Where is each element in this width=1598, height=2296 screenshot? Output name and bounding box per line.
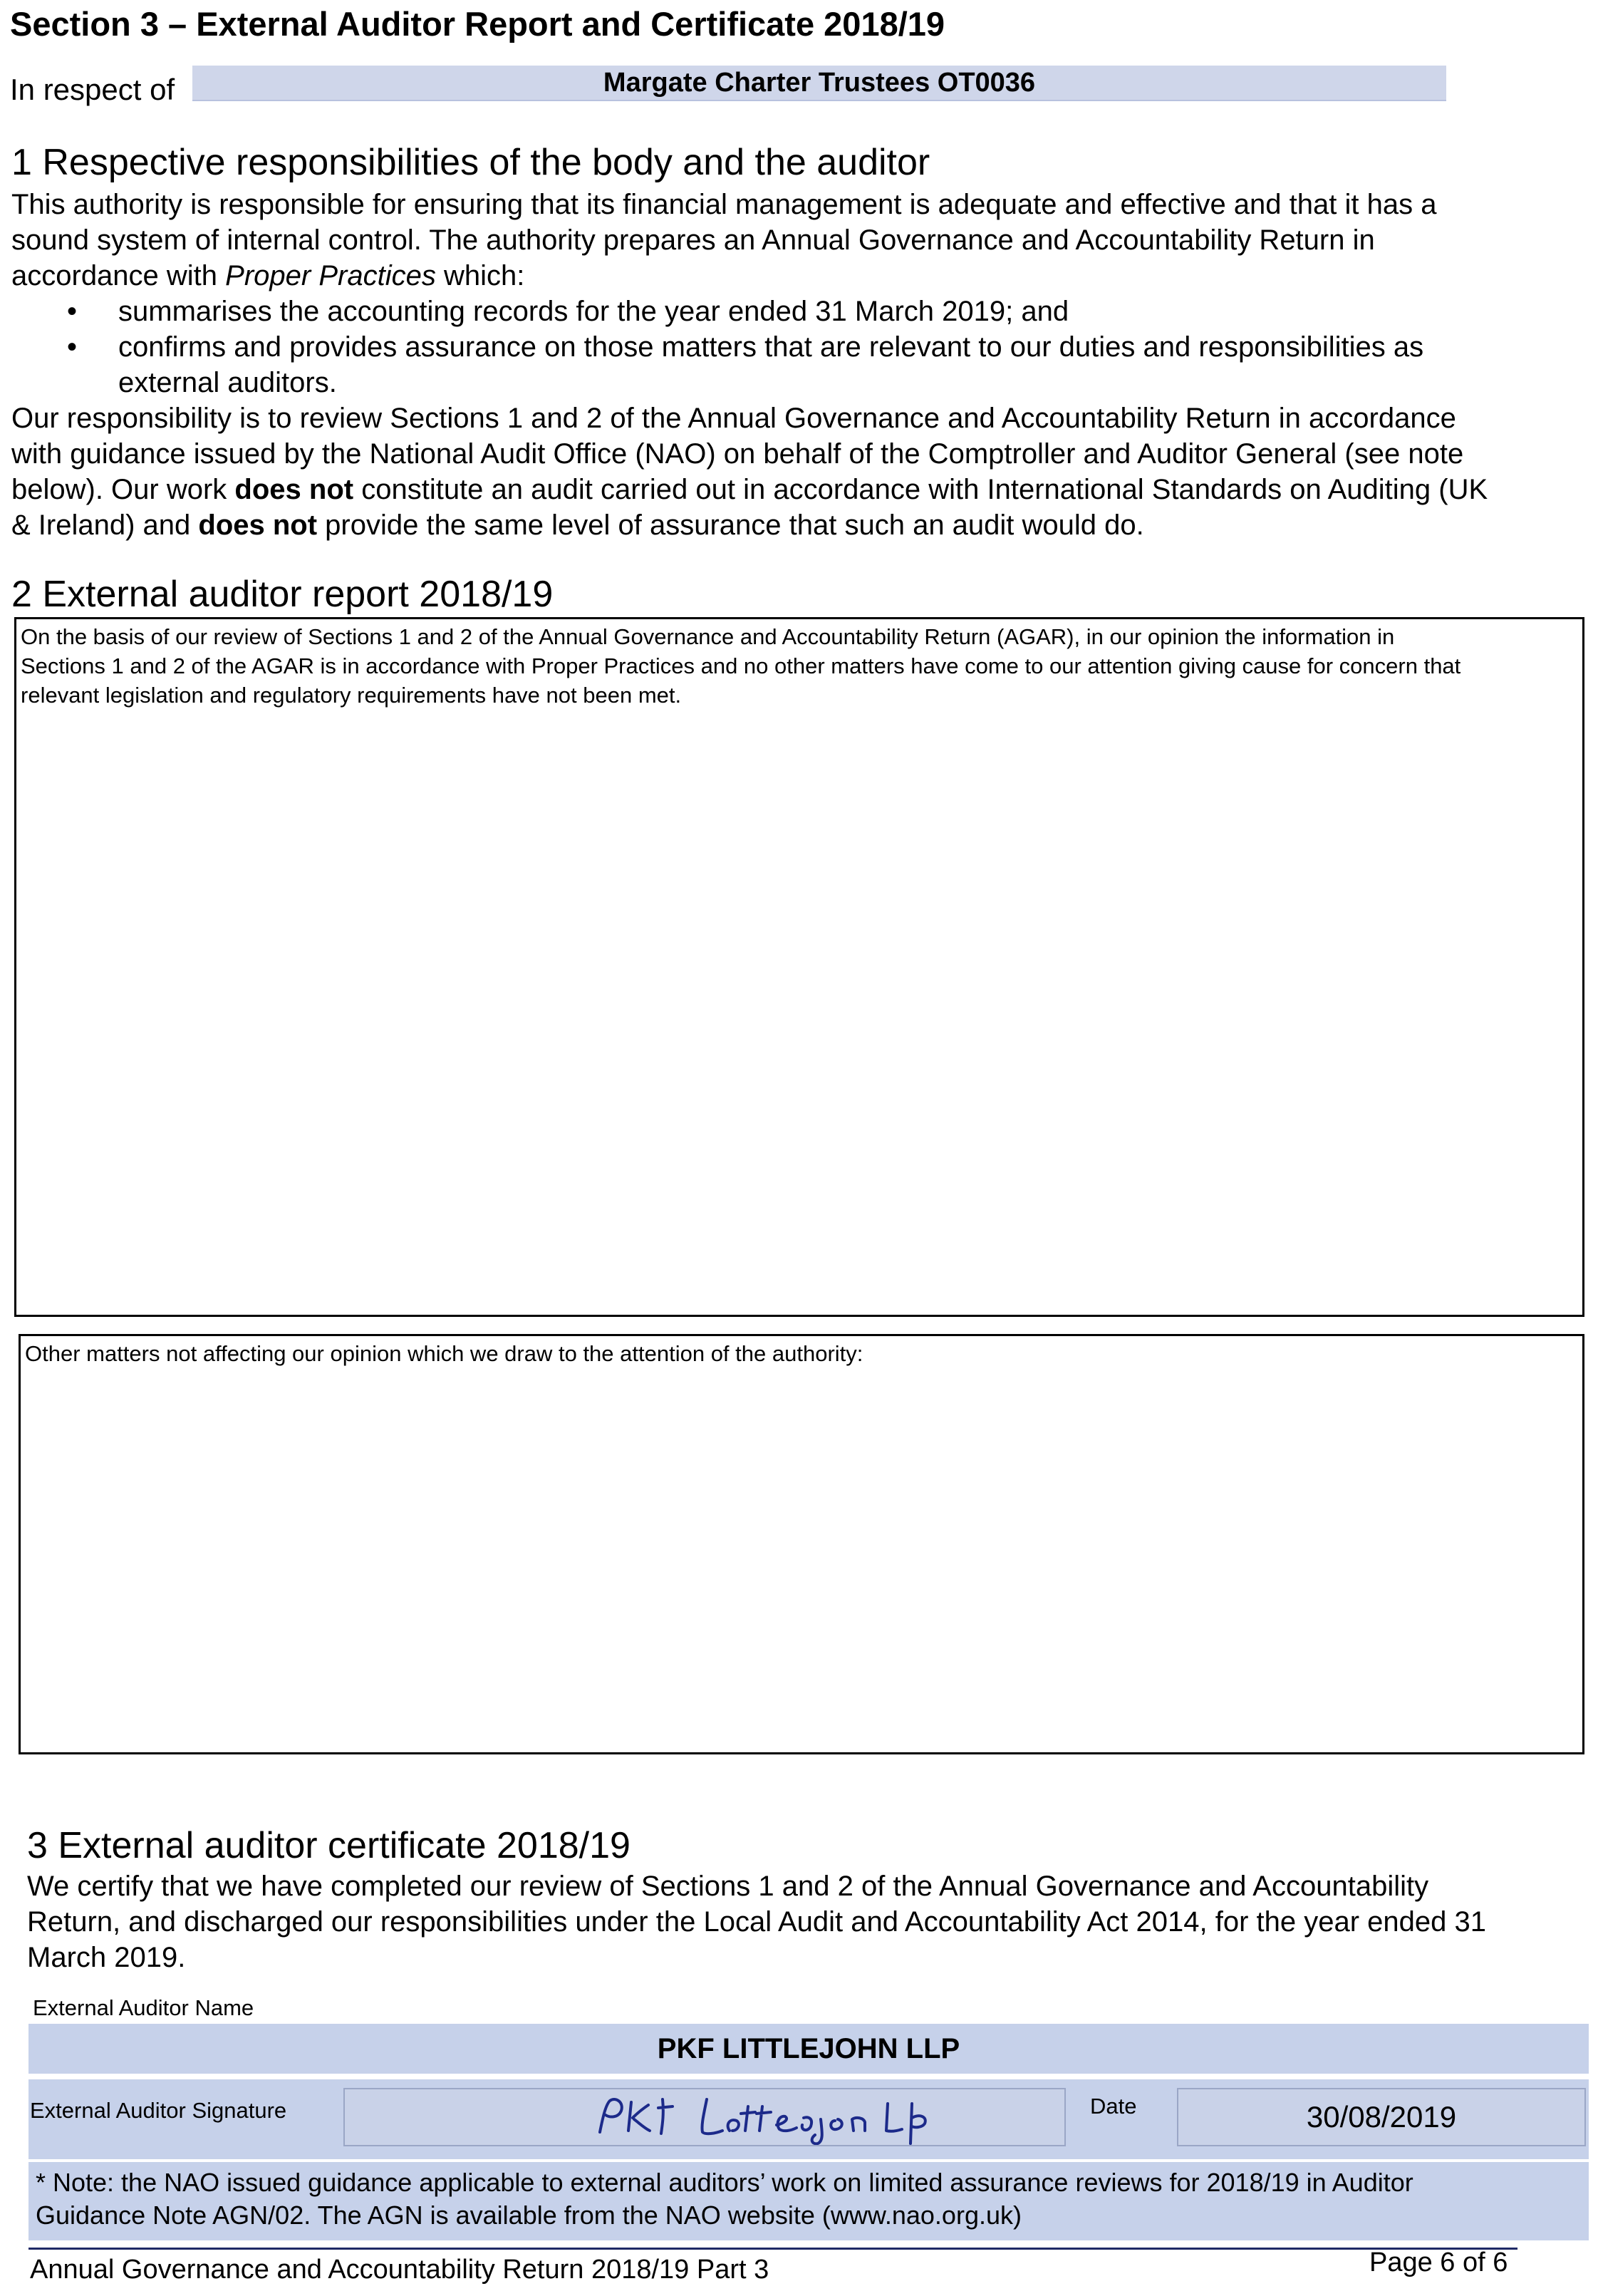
opinion-line: relevant legislation and regulatory requirements have not been met.: [21, 683, 682, 708]
bullet-2-continuation: external auditors.: [118, 367, 337, 398]
section1-resp-line-2: with guidance issued by the National Audit Office (NAO) on behalf of the Comptroller and Auditor General (see note: [11, 438, 1464, 470]
authority-name-field[interactable]: [192, 66, 1446, 101]
intro-suffix: which:: [435, 260, 525, 291]
auditor-opinion-box[interactable]: [14, 617, 1584, 1317]
opinion-line: Sections 1 and 2 of the AGAR is in accordance with Proper Practices and no other matters have come to our attention giving cause for concern that: [21, 653, 1461, 678]
bullet-item: [11, 329, 1579, 400]
certificate-line-1: We certify that we have completed our review of Sections 1 and 2 of the Annual Governance and Accountability: [27, 1871, 1429, 1902]
auditor-opinion-text: [16, 619, 1582, 713]
section1-resp-line-3: [11, 472, 1579, 507]
section1-intro-line-3: [11, 258, 1579, 294]
bullet-item: • summarises the accounting records for the year ended 31 March 2019; and: [11, 294, 1579, 329]
signature-icon: [345, 2089, 1064, 2145]
section1-intro-line-1: This authority is responsible for ensuring that its financial management is adequate and effective and that it has a: [11, 189, 1437, 220]
authority-name-value: Margate Charter Trustees OT0036: [603, 68, 1036, 98]
in-respect-of-label: In respect of: [10, 73, 175, 106]
section1-bullets: [11, 294, 1579, 400]
other-matters-box[interactable]: [19, 1334, 1584, 1754]
line3-b: constitute an audit carried out in accordance with International Standards on Auditing (UK: [353, 474, 1488, 505]
section1-resp-line-1: Our responsibility is to review Sections 1 and 2 of the Annual Governance and Accountability Return in accordance: [11, 403, 1456, 434]
signature-field[interactable]: [343, 2088, 1066, 2146]
note-line: * Note: the NAO issued guidance applicable to external auditors’ work on limited assurance reviews for 2018/19 in Auditor: [36, 2168, 1413, 2197]
section2-heading: 2 External auditor report 2018/19: [11, 574, 554, 615]
note-line: Guidance Note AGN/02. The AGN is available from the NAO website (www.nao.org.uk): [36, 2201, 1022, 2230]
section1-body: [11, 187, 1579, 543]
section3-body: [27, 1868, 1587, 1975]
line4-b: provide the same level of assurance that such an audit would do.: [317, 510, 1144, 541]
certificate-line-3: March 2019.: [27, 1942, 186, 1973]
footer-divider: [28, 2248, 1517, 2250]
section1-resp-line-4: [11, 507, 1579, 543]
auditor-name-value: PKF LITTLEJOHN LLP: [657, 2033, 960, 2064]
signature-label: External Auditor Signature: [30, 2098, 287, 2123]
proper-practices-italic: Proper Practices: [225, 260, 436, 291]
line4-a: & Ireland) and: [11, 510, 199, 541]
section3-heading: 3 External auditor certificate 2018/19: [27, 1825, 631, 1866]
page-number: Page 6 of 6: [1369, 2248, 1508, 2277]
date-value: 30/08/2019: [1306, 2100, 1457, 2134]
intro-prefix: accordance with: [11, 260, 226, 291]
page-title: Section 3 – External Auditor Report and Certificate 2018/19: [10, 5, 945, 43]
does-not-bold: does not: [198, 510, 318, 541]
section1-intro-line-2: sound system of internal control. The authority prepares an Annual Governance and Accountability Return in: [11, 224, 1375, 256]
date-field[interactable]: [1177, 2088, 1586, 2146]
date-label: Date: [1090, 2094, 1137, 2119]
opinion-line: On the basis of our review of Sections 1 and 2 of the Annual Governance and Accountability Return (AGAR), in our opinion the information in: [21, 624, 1395, 649]
does-not-bold: does not: [234, 474, 354, 505]
other-matters-label: Other matters not affecting our opinion which we draw to the attention of the authority:: [25, 1341, 863, 1366]
bullet-2-text: confirms and provides assurance on those matters that are relevant to our duties and responsibilities as: [118, 331, 1424, 363]
nao-note: [28, 2162, 1589, 2240]
footer-title: Annual Governance and Accountability Return 2018/19 Part 3: [30, 2255, 769, 2285]
certificate-line-2: Return, and discharged our responsibilities under the Local Audit and Accountability Act 2014, for the year ended 31: [27, 1906, 1487, 1938]
auditor-name-field[interactable]: [28, 2024, 1589, 2074]
section1-heading: 1 Respective responsibilities of the body and the auditor: [11, 142, 930, 183]
auditor-name-label: External Auditor Name: [33, 1995, 254, 2020]
line3-a: below). Our work: [11, 474, 235, 505]
